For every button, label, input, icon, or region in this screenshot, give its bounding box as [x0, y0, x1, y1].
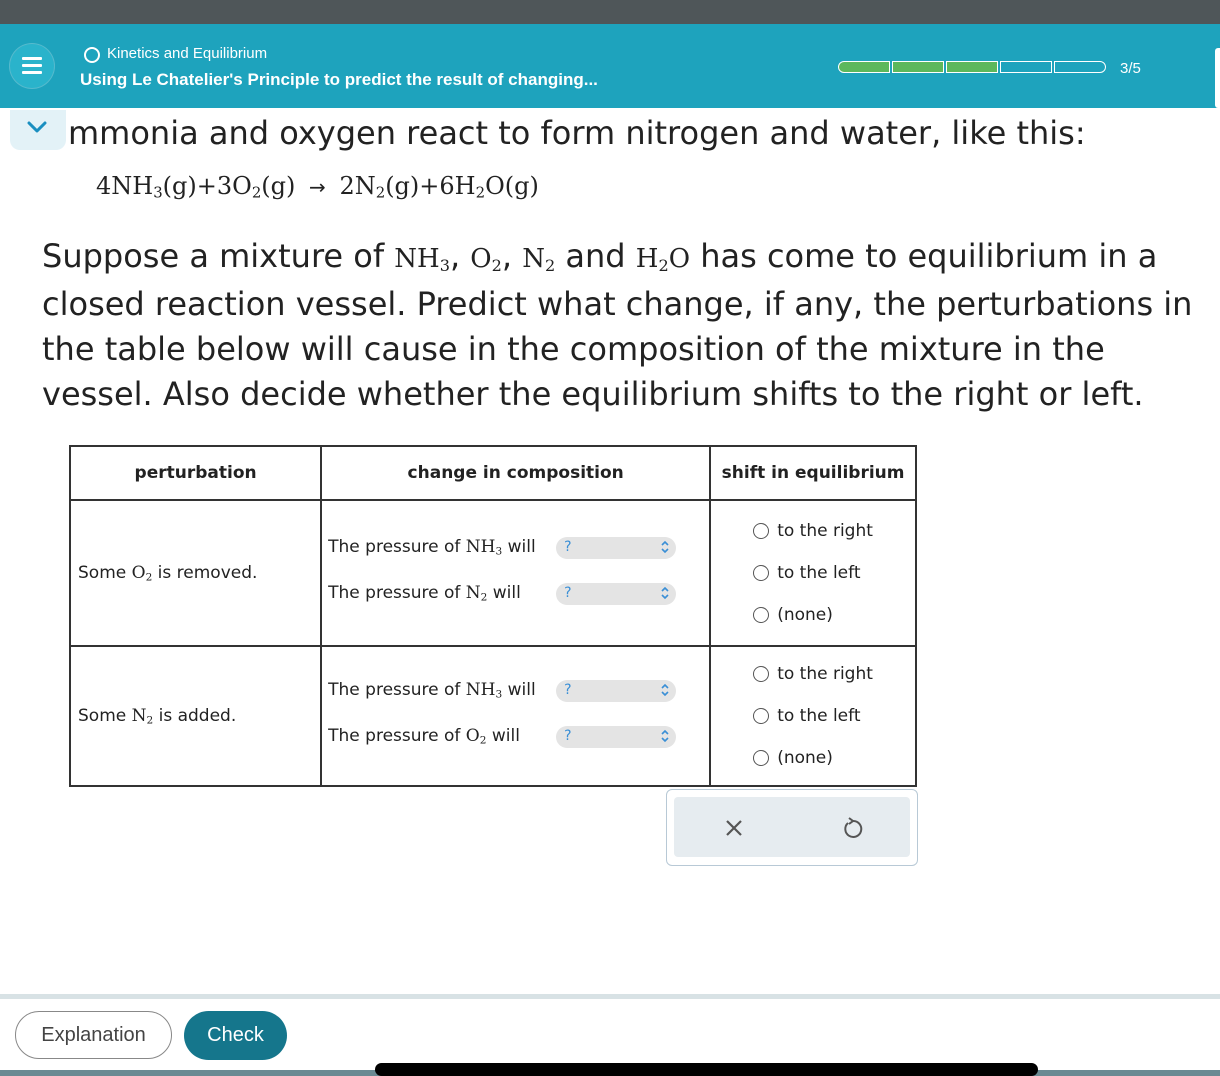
progress-segment	[892, 61, 944, 73]
perturbation-cell: Some $O_2$ is removed.	[70, 500, 321, 646]
undo-button[interactable]	[841, 816, 865, 840]
col-header-change: change in composition	[321, 446, 710, 500]
pressure-select[interactable]: ?	[556, 537, 676, 559]
shift-cell	[710, 646, 916, 786]
header-bar	[0, 24, 1220, 108]
pressure-select[interactable]: ?	[556, 583, 676, 605]
chevron-down-icon	[26, 120, 48, 134]
menu-icon-bar	[22, 71, 42, 74]
radio-to-the-right[interactable]: to the right	[711, 653, 915, 695]
question-intro: mmonia and oxygen react to form nitrogen and water, like this:	[68, 114, 1086, 152]
footer-divider	[0, 994, 1220, 999]
radio-none[interactable]: (none)	[711, 594, 915, 636]
perturbation-cell: Some $N_2$ is added.	[70, 646, 321, 786]
table-row	[70, 646, 916, 786]
radio-to-the-left[interactable]: to the left	[711, 552, 915, 594]
progress-segment	[1054, 61, 1106, 73]
radio-circle-icon	[753, 523, 769, 539]
radio-circle-icon	[753, 750, 769, 766]
progress-count: 3/5	[1120, 60, 1141, 77]
updown-chevron-icon	[660, 586, 670, 600]
radio-circle-icon	[753, 565, 769, 581]
composition-cell: The pressure of $NH_3$ will ? The pressure of $O_2$ will ?	[321, 646, 710, 786]
progress-segment	[946, 61, 998, 73]
radio-circle-icon	[753, 666, 769, 682]
perturbation-table	[69, 445, 917, 787]
updown-chevron-icon	[660, 683, 670, 697]
radio-to-the-left[interactable]: to the left	[711, 695, 915, 737]
composition-cell: The pressure of $NH_3$ will ? The pressure of $N_2$ will ?	[321, 500, 710, 646]
status-bar	[0, 0, 1220, 24]
radio-to-the-right[interactable]: to the right	[711, 510, 915, 552]
page-title: Using Le Chatelier's Principle to predict the result of changing...	[80, 70, 598, 89]
pressure-select[interactable]: ?	[556, 726, 676, 748]
col-header-perturbation: perturbation	[70, 446, 321, 500]
progress-bar	[838, 60, 1108, 74]
shift-cell	[710, 500, 916, 646]
question-text: Suppose a mixture of $NH_3$, $O_2$, $N_2$ and $H_2O$ has come to equilibrium in a closed reaction vessel. Predict what change, if any, the perturbations in the table below will cause in the composition of the mixture in the vessel. Also decide whether the equilibrium shifts to the right or left.	[42, 237, 1193, 413]
menu-icon	[22, 57, 42, 60]
radio-circle-icon	[753, 607, 769, 623]
radio-circle-icon	[753, 708, 769, 724]
updown-chevron-icon	[660, 729, 670, 743]
side-tab[interactable]	[1215, 48, 1220, 108]
pressure-select[interactable]: ?	[556, 680, 676, 702]
answer-actions	[666, 789, 918, 866]
progress-segment	[1000, 61, 1052, 73]
col-header-shift: shift in equilibrium	[710, 446, 916, 500]
radio-none[interactable]: (none)	[711, 737, 915, 779]
undo-icon	[841, 816, 865, 840]
check-button[interactable]: Check	[184, 1011, 287, 1060]
collapse-button[interactable]	[10, 110, 66, 150]
explanation-button[interactable]: Explanation	[15, 1011, 172, 1059]
updown-chevron-icon	[660, 540, 670, 554]
topic-circle-icon	[84, 47, 100, 63]
clear-button[interactable]	[722, 816, 746, 840]
topic-label: Kinetics and Equilibrium	[107, 45, 268, 62]
home-indicator[interactable]	[375, 1063, 1038, 1076]
menu-icon-bar	[22, 64, 42, 67]
reaction-equation: $4NH_3(g)+3O_2(g) \to 2N_2(g)+6H_2O(g)$	[96, 172, 539, 202]
progress-segment	[838, 61, 890, 73]
table-row	[70, 500, 916, 646]
x-icon	[722, 816, 746, 840]
arrow-icon: →	[309, 175, 326, 199]
menu-button[interactable]	[10, 44, 54, 88]
